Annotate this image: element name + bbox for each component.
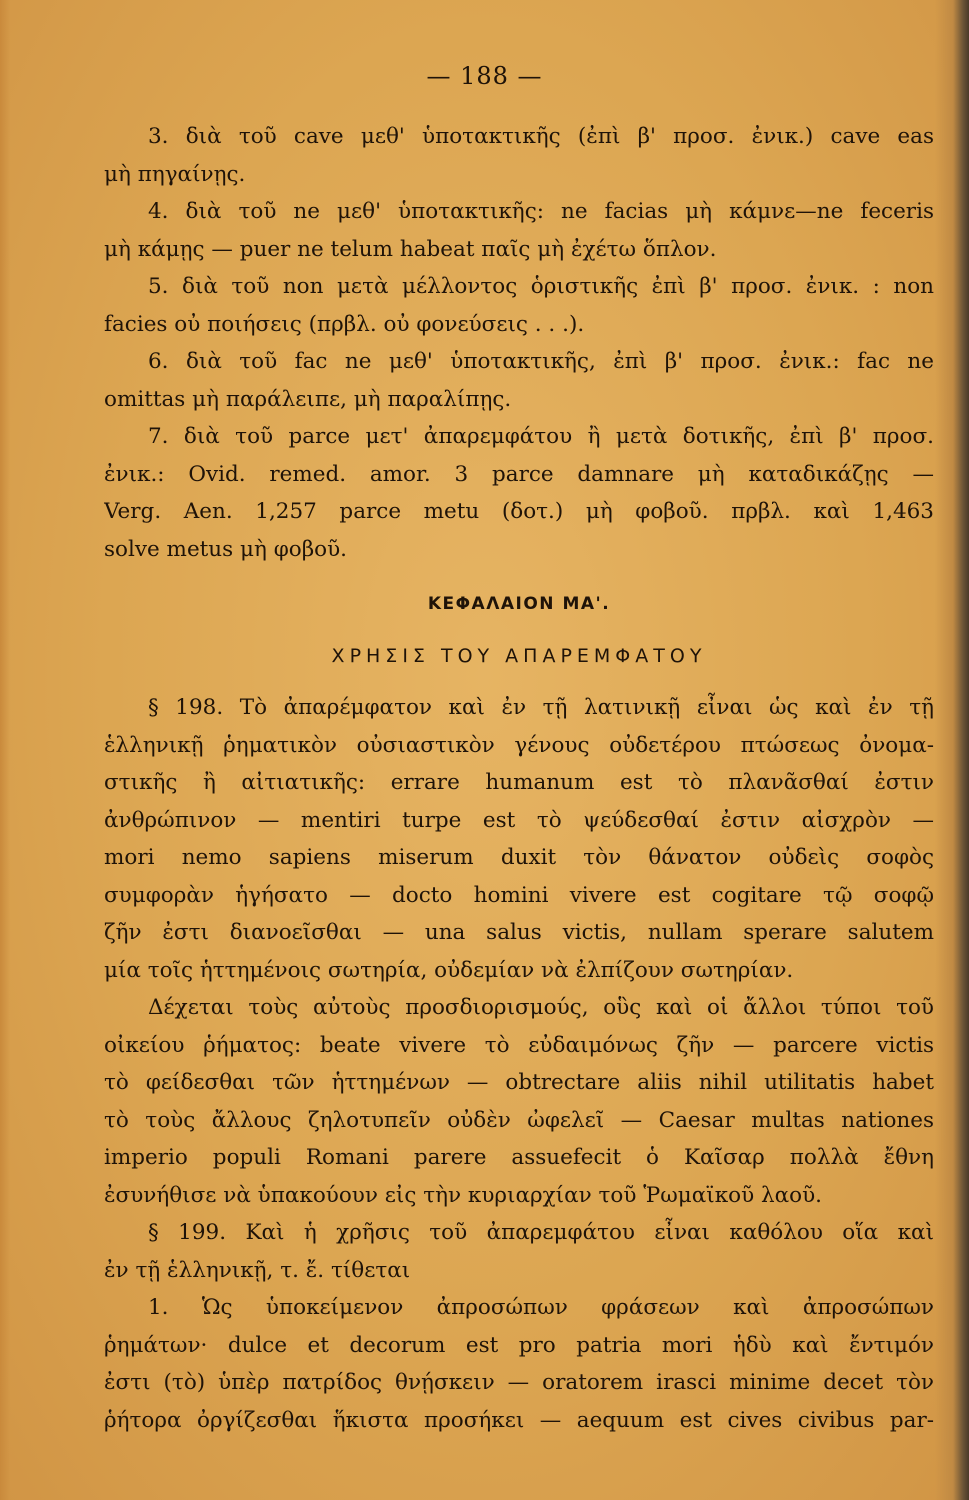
page-body [104, 118, 934, 1439]
text-line: ἐστι (τὸ) ὑπὲρ πατρίδος θνῄσκειν — oratorem irasci minime decet τὸν [104, 1370, 934, 1395]
page-left-shadow [0, 0, 10, 1500]
text-line: μία τοῖς ἡττημένοις σωτηρία, οὐδεμίαν νὰ ἐλπίζουν σωτηρίαν. [104, 957, 794, 983]
text-line: ζῆν ἐστι διανοεῖσθαι — una salus victis, nullam sperare salutem [104, 920, 934, 945]
text-line: στικῆς ἢ αἰτιατικῆς: errare humanum est τὸ πλανᾶσθαί ἐστιν [104, 770, 934, 795]
text-line: συμφορὰν ἡγήσατο — docto homini vivere est cogitare τῷ σοφῷ [104, 882, 934, 908]
rules-list-continued [104, 118, 934, 568]
text-line: ἐν τῇ ἑλληνικῇ, τ. ἔ. τίθεται [104, 1257, 411, 1283]
page-number: — 188 — [426, 62, 543, 90]
text-line: imperio populi Romani parere assuefecit ὁ Καῖσαρ πολλὰ ἔθνη [104, 1145, 934, 1170]
text-line: § 199. Καὶ ἡ χρῆσις τοῦ ἀπαρεμφάτου εἶναι καθόλου οἵα καὶ [148, 1220, 934, 1245]
chapter-title: ΧΡΗΣΙΣ ΤΟΥ ΑΠΑΡΕΜΦΑΤΟΥ [331, 644, 707, 667]
text-line: 3. διὰ τοῦ cave μεθ' ὑποτακτικῆς (ἐπὶ β' προσ. ἐνικ.) cave eas [148, 124, 934, 149]
section-198-199-text [104, 689, 934, 1439]
text-line: § 198. Τὸ ἀπαρέμφατον καὶ ἐν τῇ λατινικῇ εἶναι ὡς καὶ ἐν τῇ [148, 695, 934, 720]
chapter-heading: ΚΕΦΑΛΑΙΟΝ ΜΑ'. [427, 594, 611, 614]
text-line: ἐνικ.: Ovid. remed. amor. 3 parce damnare μὴ καταδικάζῃς — [104, 461, 934, 487]
text-line: Δέχεται τοὺς αὐτοὺς προσδιορισμούς, οὓς καὶ οἱ ἄλλοι τύποι τοῦ [148, 995, 934, 1020]
page-binding-edge [935, 0, 969, 1500]
text-line: Verg. Aen. 1,257 parce metu (δοτ.) μὴ φοβοῦ. πρβλ. καὶ 1,463 [104, 499, 934, 524]
text-line: omittas μὴ παράλειπε, μὴ παραλίπῃς. [104, 386, 512, 412]
text-line: ῥήτορα ὀργίζεσθαι ἥκιστα προσήκει — aequum est cives civibus par- [104, 1407, 934, 1433]
text-line: mori nemo sapiens miserum duxit τὸν θάνατον οὐδεὶς σοφὸς [104, 845, 934, 870]
text-line: τὸ τοὺς ἄλλους ζηλοτυπεῖν οὐδὲν ὠφελεῖ — Caesar multas nationes [104, 1107, 934, 1133]
text-line: τὸ φείδεσθαι τῶν ἡττημένων — obtrectare aliis nihil utilitatis habet [104, 1070, 934, 1095]
text-line: 4. διὰ τοῦ ne μεθ' ὑποτακτικῆς: ne facias μὴ κάμνε—ne feceris [148, 199, 934, 224]
text-line: facies οὐ ποιήσεις (πρβλ. οὐ φονεύσεις . . .). [104, 311, 585, 337]
text-line: μὴ κάμῃς — puer ne telum habeat παῖς μὴ ἐχέτω ὅπλον. [104, 236, 717, 262]
text-line: 1. Ὡς ὑποκείμενον ἀπροσώπων φράσεων καὶ ἀπροσώπων [148, 1295, 934, 1320]
text-line: οἰκείου ῥήματος: beate vivere τὸ εὐδαιμόνως ζῆν — parcere victis [104, 1032, 934, 1058]
text-line: solve metus μὴ φοβοῦ. [104, 536, 347, 562]
text-line: ἀνθρώπινον — mentiri turpe est τὸ ψεύδεσθαί ἐστιν αἰσχρὸν — [104, 807, 934, 833]
text-line: ῥημάτων· dulce et decorum est pro patria mori ἡδὺ καὶ ἔντιμόν [104, 1332, 934, 1358]
text-line: 5. διὰ τοῦ non μετὰ μέλλοντος ὁριστικῆς ἐπὶ β' προσ. ἐνικ. : non [148, 274, 934, 299]
text-line: 6. διὰ τοῦ fac ne μεθ' ὑποτακτικῆς, ἐπὶ β' προσ. ἐνικ.: fac ne [148, 349, 934, 374]
text-line: ἐσυνήθισε νὰ ὑπακούουν εἰς τὴν κυριαρχίαν τοῦ Ῥωμαϊκοῦ λαοῦ. [104, 1182, 822, 1208]
text-line: μὴ πηγαίνῃς. [104, 161, 246, 187]
text-line: 7. διὰ τοῦ parce μετ' ἀπαρεμφάτου ἢ μετὰ δοτικῆς, ἐπὶ β' προσ. [148, 424, 934, 449]
text-line: ἑλληνικῇ ῥηματικὸν οὐσιαστικὸν γένους οὐδετέρου πτώσεως ὀνομα- [104, 732, 934, 758]
